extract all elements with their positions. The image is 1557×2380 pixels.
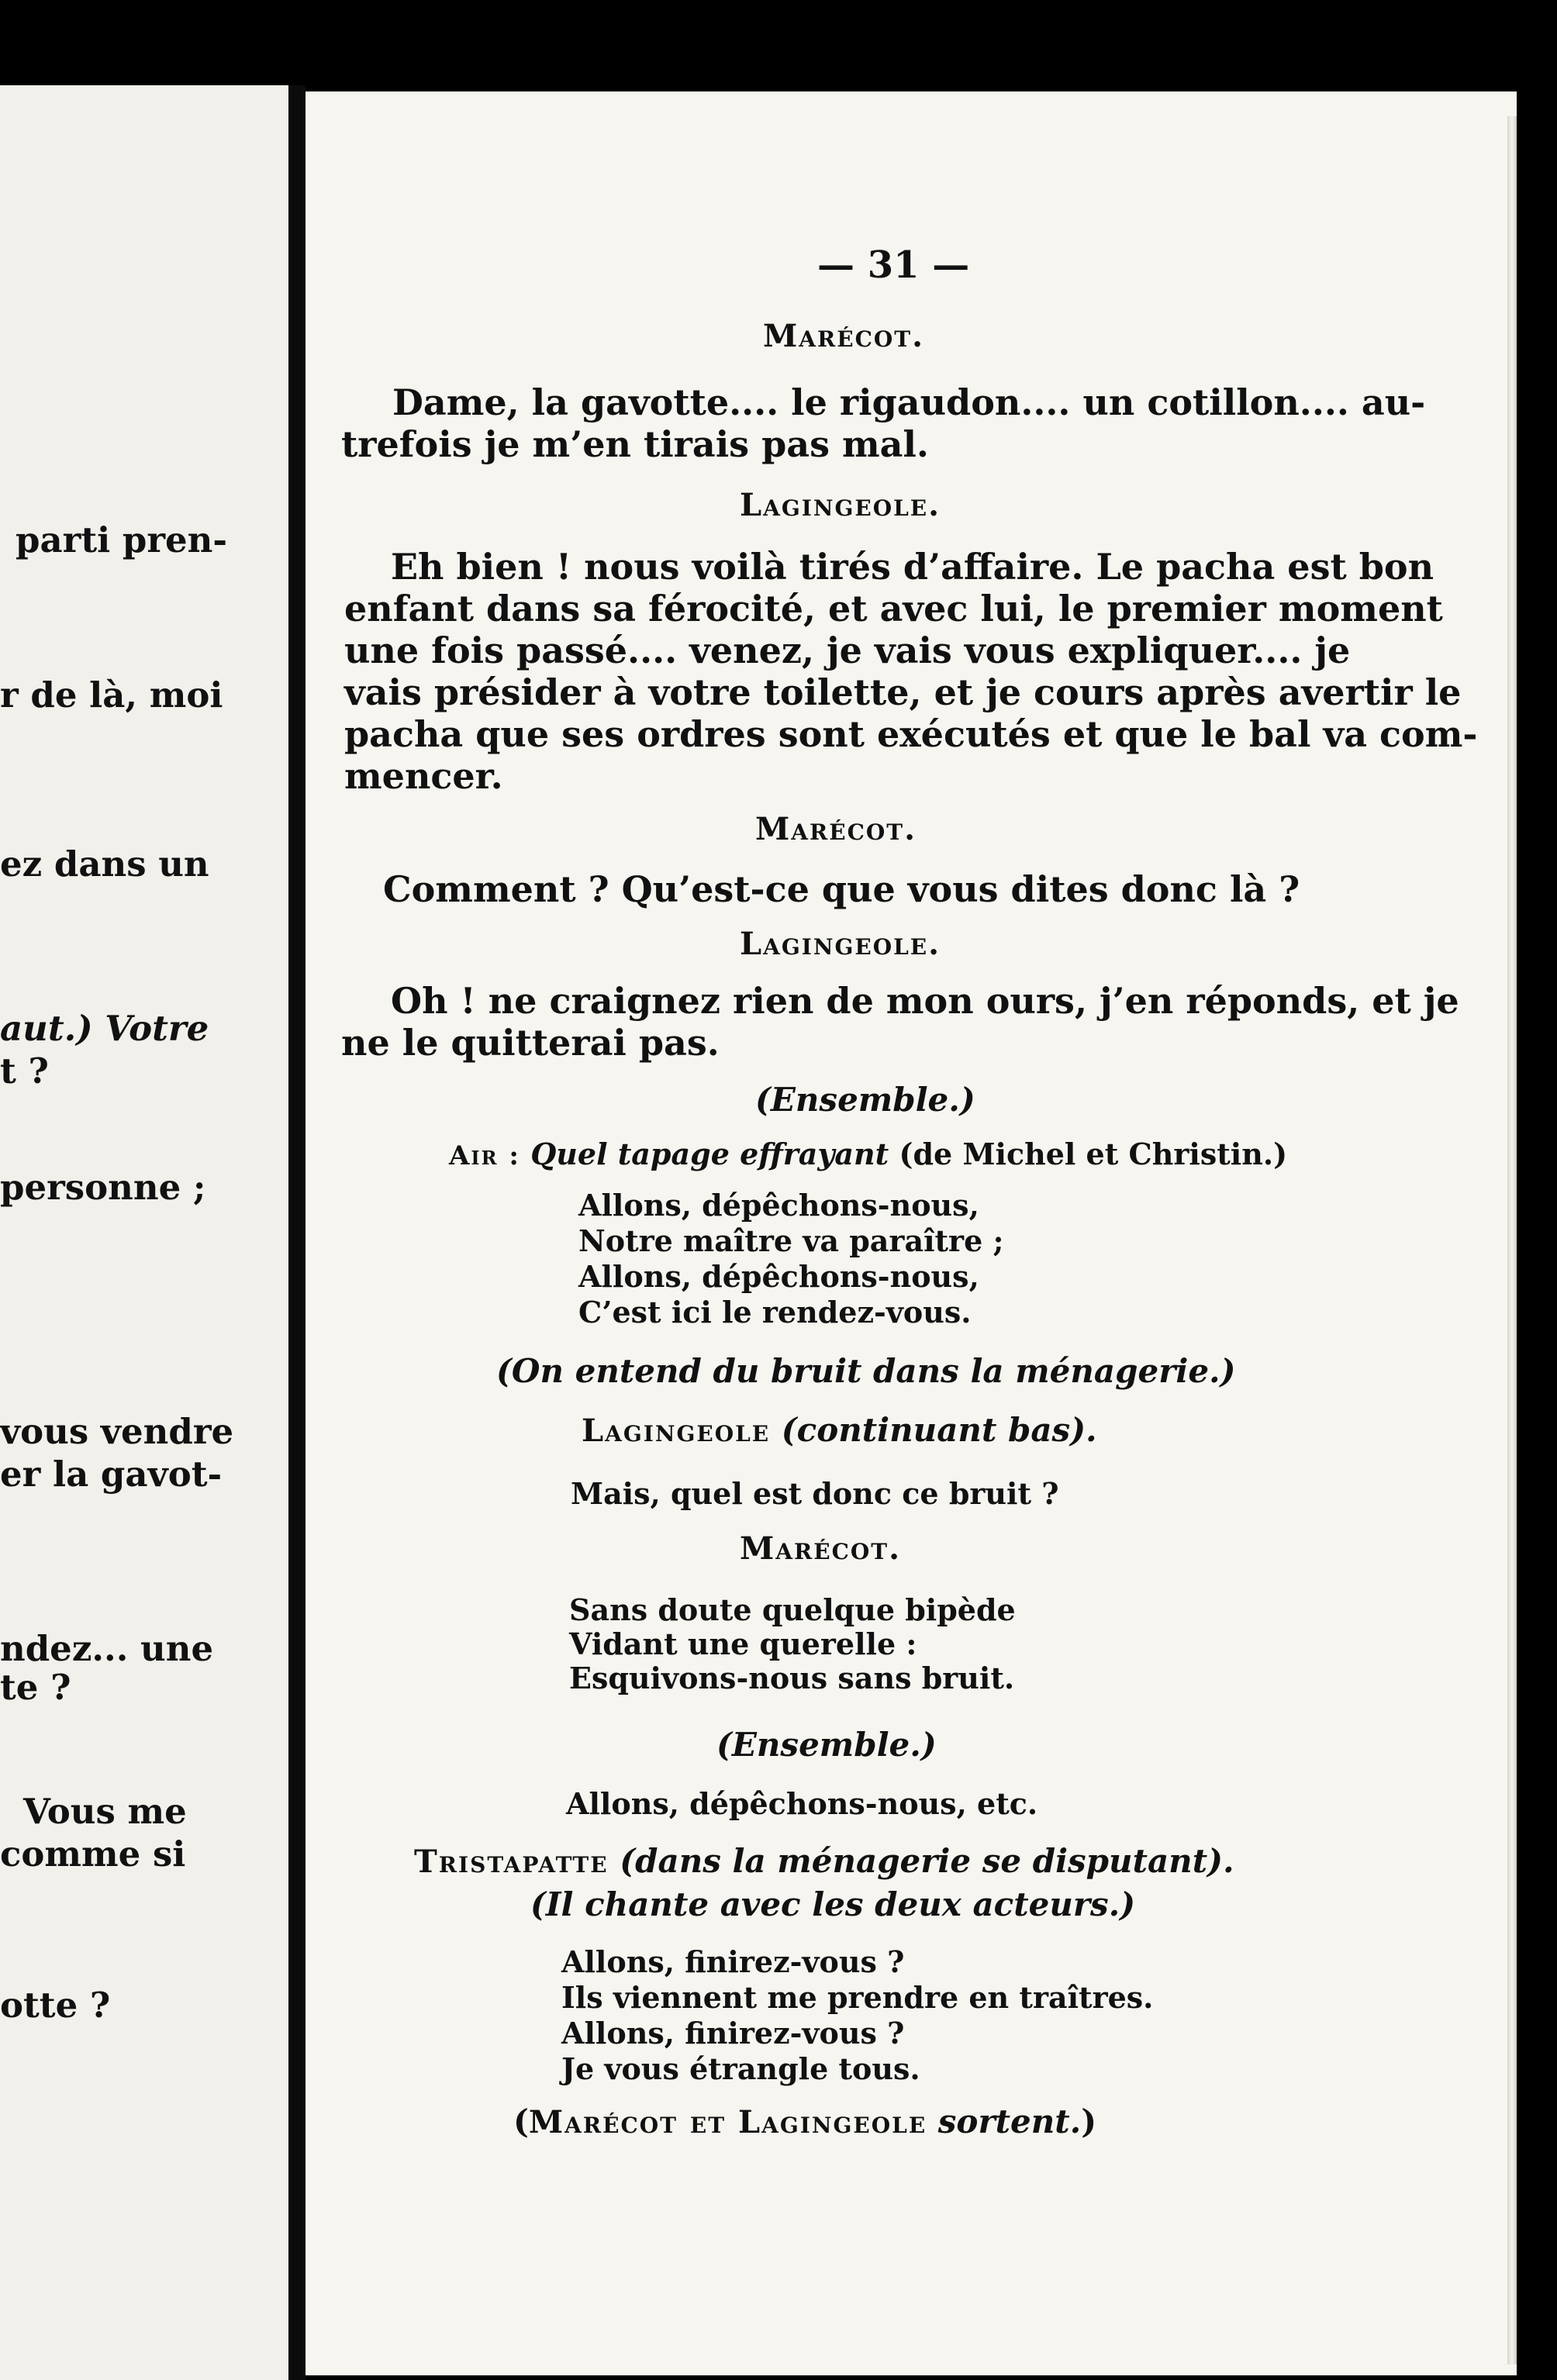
left-fragment: r de là, moi [0, 674, 223, 716]
dialogue-line: Comment ? Qu’est-ce que vous dites donc là ? [383, 868, 1300, 910]
left-fragment: otte ? [0, 1985, 111, 2026]
page-number: — 31 — [817, 243, 970, 287]
verse-line: Sans doute quelque bipède [569, 1592, 1016, 1627]
verse-line: Allons, dépêchons-nous, [578, 1259, 979, 1294]
verse-line: Mais, quel est donc ce bruit ? [571, 1476, 1059, 1511]
speaker-line [582, 1411, 1097, 1449]
verse-line: Allons, dépêchons-nous, [578, 1188, 979, 1223]
verse-line: Je vous étrangle tous. [561, 2051, 920, 2086]
left-fragment: er la gavot- [0, 1454, 223, 1495]
left-fragment: ndez... une [0, 1628, 214, 1669]
speaker-label: Lagingeole. [740, 926, 941, 962]
stage-direction: (On entend du bruit dans la ménagerie.) [496, 1352, 1236, 1390]
speaker-label: Marécot. [755, 811, 917, 847]
exit-paren-close: ) [1081, 2102, 1097, 2140]
left-fragment: personne ; [0, 1167, 206, 1208]
stage-direction: (Ensemble.) [716, 1726, 937, 1764]
verse-line: Vidant une querelle : [569, 1626, 917, 1661]
verse-line: Allons, finirez-vous ? [561, 1944, 905, 1979]
verse-line: Esquivons-nous sans bruit. [569, 1661, 1015, 1695]
dialogue-line: Oh ! ne craignez rien de mon ours, j’en réponds, et je [391, 980, 1459, 1022]
left-fragment: te ? [0, 1667, 71, 1708]
left-fragment: t ? [0, 1050, 49, 1092]
exit-direction [513, 2102, 1097, 2140]
exit-paren-open: ( [513, 2102, 529, 2140]
verse-line: Allons, dépêchons-nous, etc. [566, 1786, 1038, 1821]
dialogue-line: trefois je m’en tirais pas mal. [341, 423, 929, 465]
air-label: Air : [449, 1140, 520, 1171]
dialogue-line: pacha que ses ordres sont exécutés et que le bal va com- [344, 713, 1478, 755]
dialogue-line: une fois passé.... venez, je vais vous expliquer.... je [344, 629, 1351, 671]
right-page [306, 91, 1517, 2375]
dialogue-line: mencer. [344, 755, 503, 797]
dialogue-line: Dame, la gavotte.... le rigaudon.... un cotillon.... au- [392, 381, 1426, 423]
page-edge [1507, 116, 1517, 2364]
exit-names: Marécot et Lagingeole [528, 2104, 927, 2140]
exit-verb: sortent. [937, 2102, 1082, 2140]
speaker-label: Lagingeole [582, 1412, 771, 1449]
verse-line: C’est ici le rendez-vous. [578, 1295, 972, 1330]
verse-line: Notre maître va paraître ; [578, 1223, 1004, 1258]
air-credit: (de Michel et Christin.) [899, 1137, 1288, 1171]
air-line [449, 1137, 1288, 1171]
speaker-label: Marécot. [740, 1530, 902, 1567]
left-fragment: ez dans un [0, 843, 209, 885]
dialogue-line: Eh bien ! nous voilà tirés d’affaire. Le pacha est bon [391, 546, 1434, 588]
speaker-direction: (continuant bas). [781, 1411, 1097, 1449]
speaker-direction: (dans la ménagerie se disputant). [620, 1842, 1234, 1880]
left-page-fragment [0, 85, 288, 2380]
dialogue-line: enfant dans sa férocité, et avec lui, le premier moment [344, 588, 1443, 629]
air-title: Quel tapage effrayant [530, 1137, 889, 1171]
verse-line: Allons, finirez-vous ? [561, 2016, 905, 2051]
speaker-label: Tristapatte [414, 1844, 609, 1880]
speaker-line [414, 1842, 1234, 1880]
speaker-label: Lagingeole. [740, 487, 941, 523]
book-gutter [288, 85, 306, 2380]
dialogue-line: vais présider à votre toilette, et je cours après avertir le [344, 671, 1462, 713]
left-fragment: vous vendre [0, 1411, 234, 1452]
stage-direction: (Il chante avec les deux acteurs.) [530, 1885, 1136, 1923]
dialogue-line: ne le quitterai pas. [341, 1022, 720, 1064]
verse-line: Ils viennent me prendre en traîtres. [561, 1980, 1154, 2015]
left-fragment: aut.) Votre [0, 1008, 209, 1049]
left-fragment: parti pren- [16, 519, 228, 561]
stage-direction: (Ensemble.) [755, 1081, 975, 1119]
left-fragment: Vous me [23, 1791, 187, 1832]
speaker-label: Marécot. [763, 318, 925, 354]
left-fragment: comme si [0, 1833, 186, 1875]
